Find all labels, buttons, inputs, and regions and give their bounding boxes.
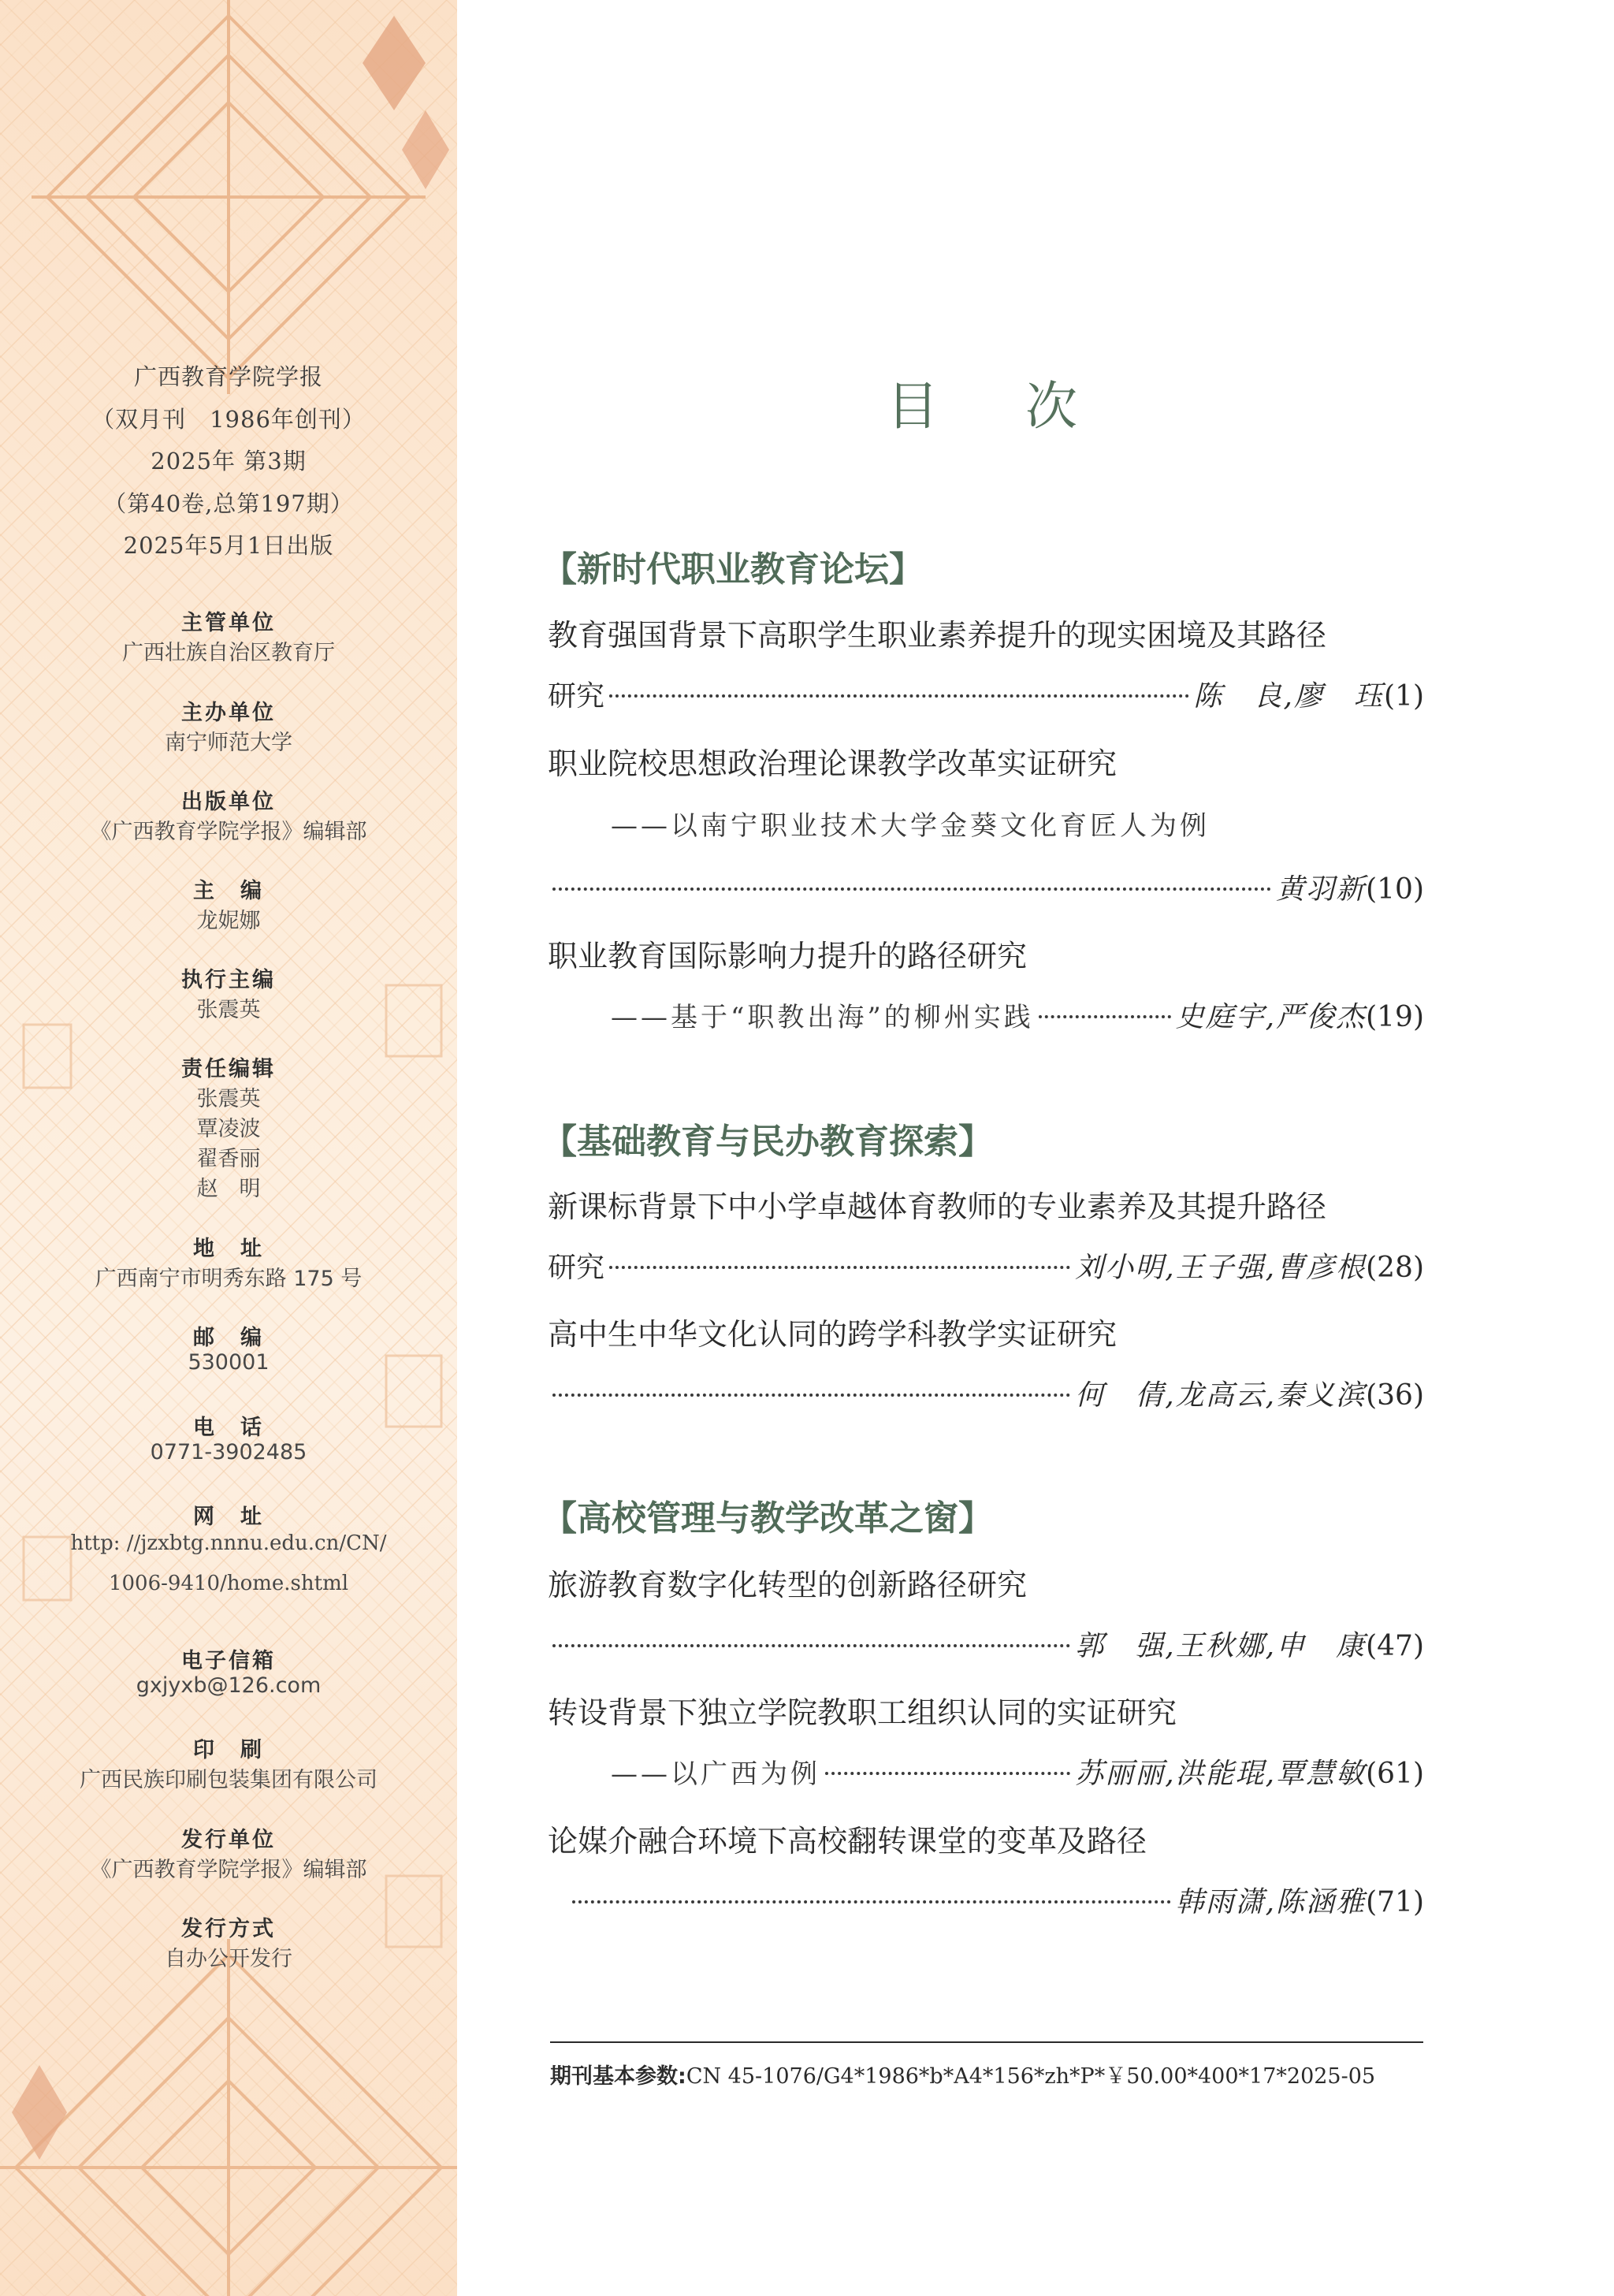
responsible-editor-3: 翟香丽: [196, 1147, 261, 1171]
leader-dots: [552, 1394, 1070, 1397]
article-title[interactable]: 新课标背景下中小学卓越体育教师的专业素养及其提升路径: [548, 1189, 1327, 1224]
leader-dots: [552, 888, 1271, 891]
website-url-line-2[interactable]: 1006-9410/home.shtml: [108, 1572, 349, 1595]
article-subtitle: ——基于“职教出海”的柳州实践: [611, 1002, 1034, 1033]
journal-name: 广西教育学院学报: [133, 363, 323, 390]
toc-title: [887, 364, 1077, 439]
article-title[interactable]: 高中生中华文化认同的跨学科教学实证研究: [548, 1317, 1118, 1352]
article-authors: 郭 强,王秋娜,申 康: [1075, 1630, 1367, 1662]
supervisor-label: 主管单位: [181, 611, 276, 635]
section-heading: 【新时代职业教育论坛】: [542, 549, 924, 590]
email-label: 电子信箱: [181, 1649, 276, 1673]
leader-dots: [552, 1644, 1070, 1647]
article-authors: 韩雨潇,陈涵雅: [1175, 1886, 1367, 1918]
distributor-value: 《广西教育学院学报》编辑部: [90, 1858, 367, 1882]
article-title-cont: 研究: [548, 680, 605, 713]
footer-divider: [550, 2041, 1423, 2043]
article-authors: 何 倩,龙高云,秦义滨: [1075, 1379, 1367, 1412]
address-label: 地 址: [193, 1237, 264, 1261]
toc-entry[interactable]: [548, 1245, 1424, 1285]
article-subtitle: ——以广西为例: [611, 1758, 820, 1790]
responsible-editor-4: 赵 明: [196, 1177, 261, 1201]
address-value: 广西南宁市明秀东路 175 号: [95, 1267, 363, 1291]
postcode-label: 邮 编: [193, 1326, 264, 1350]
website-url-line-1[interactable]: http: //jzxbtg.nnnu.edu.cn/CN/: [70, 1531, 387, 1555]
leader-dots: [609, 1266, 1070, 1269]
chief-editor-value: 龙妮娜: [196, 909, 261, 933]
parameters-label: 期刊基本参数:: [550, 2064, 686, 2089]
article-title[interactable]: 教育强国背景下高职学生职业素养提升的现实困境及其路径: [548, 618, 1327, 653]
supervisor-value: 广西壮族自治区教育厅: [122, 641, 335, 665]
parameters-value: CN 45-1076/G4*1986*b*A4*156*zh*P*￥50.00*400*17*2025-05: [686, 2064, 1376, 2089]
toc-entry[interactable]: [611, 1751, 1424, 1791]
toc-title-char-1: 目: [887, 376, 939, 437]
chief-editor-label: 主 编: [193, 879, 264, 903]
article-title[interactable]: 论媒介融合环境下高校翻转课堂的变革及路径: [548, 1824, 1147, 1859]
page-number: (10): [1366, 873, 1424, 906]
journal-volume: （第40卷,总第197期）: [103, 490, 354, 517]
leader-dots: [572, 1900, 1171, 1903]
distribution-method-value: 自办公开发行: [165, 1947, 292, 1971]
responsible-editors-label: 责任编辑: [181, 1057, 276, 1081]
section-heading: 【高校管理与教学改革之窗】: [542, 1498, 993, 1539]
article-authors: 陈 良,廖 珏: [1193, 680, 1384, 713]
page-number: (61): [1366, 1758, 1424, 1790]
article-title[interactable]: 转设背景下独立学院教职工组织认同的实证研究: [548, 1695, 1177, 1730]
toc-entry[interactable]: [548, 674, 1424, 713]
leader-dots: [825, 1772, 1070, 1775]
publisher-value: 《广西教育学院学报》编辑部: [90, 820, 367, 844]
leader-dots: [1039, 1015, 1171, 1018]
article-authors: 黄羽新: [1276, 873, 1367, 906]
toc-entry[interactable]: [611, 995, 1424, 1034]
article-title[interactable]: 旅游教育数字化转型的创新路径研究: [548, 1568, 1028, 1602]
article-authors: 史庭宇,严俊杰: [1175, 1001, 1367, 1033]
website-label: 网 址: [193, 1505, 264, 1529]
email-value[interactable]: gxjyxb@126.com: [136, 1673, 322, 1698]
distributor-label: 发行单位: [181, 1828, 276, 1852]
phone-label: 电 话: [193, 1416, 264, 1440]
postcode-value: 530001: [188, 1350, 270, 1375]
journal-parameters: [550, 2059, 1375, 2089]
toc-entry[interactable]: [567, 1880, 1424, 1919]
article-subtitle: ——以南宁职业技术大学金葵文化育匠人为例: [611, 810, 1210, 842]
journal-frequency: （双月刊 1986年创刊）: [91, 406, 366, 433]
article-title[interactable]: 职业教育国际影响力提升的路径研究: [548, 939, 1028, 973]
leader-dots: [609, 694, 1189, 698]
toc-title-char-2: 次: [1025, 376, 1077, 437]
page-number: (71): [1366, 1886, 1424, 1918]
printer-label: 印 刷: [193, 1738, 264, 1762]
article-authors: 刘小明,王子强,曹彦根: [1075, 1252, 1367, 1284]
phone-value: 0771-3902485: [150, 1440, 307, 1464]
article-title-cont: 研究: [548, 1252, 605, 1284]
sponsor-label: 主办单位: [181, 701, 276, 725]
toc-entry[interactable]: [548, 1624, 1424, 1663]
page-number: (36): [1366, 1379, 1424, 1412]
printer-value: 广西民族印刷包装集团有限公司: [80, 1768, 377, 1792]
sponsor-value: 南宁师范大学: [165, 731, 292, 755]
distribution-method-label: 发行方式: [181, 1917, 276, 1941]
journal-issue: 2025年 第3期: [151, 448, 307, 474]
page-number: (1): [1384, 680, 1424, 713]
decorative-sidebar: [0, 0, 457, 2296]
responsible-editor-1: 张震英: [196, 1087, 261, 1111]
section-heading: 【基础教育与民办教育探索】: [542, 1122, 993, 1162]
toc-entry[interactable]: [548, 867, 1424, 906]
article-authors: 苏丽丽,洪能琨,覃慧敏: [1075, 1758, 1367, 1790]
page-number: (47): [1366, 1630, 1424, 1662]
responsible-editor-2: 覃凌波: [196, 1117, 261, 1141]
journal-pub-date: 2025年5月1日出版: [123, 532, 334, 559]
executive-editor-label: 执行主编: [181, 968, 276, 992]
page-number: (19): [1366, 1001, 1424, 1033]
executive-editor-value: 张震英: [196, 998, 261, 1022]
publisher-label: 出版单位: [181, 790, 276, 814]
page-number: (28): [1366, 1252, 1424, 1284]
article-title[interactable]: 职业院校思想政治理论课教学改革实证研究: [548, 746, 1118, 781]
toc-entry[interactable]: [548, 1373, 1424, 1412]
